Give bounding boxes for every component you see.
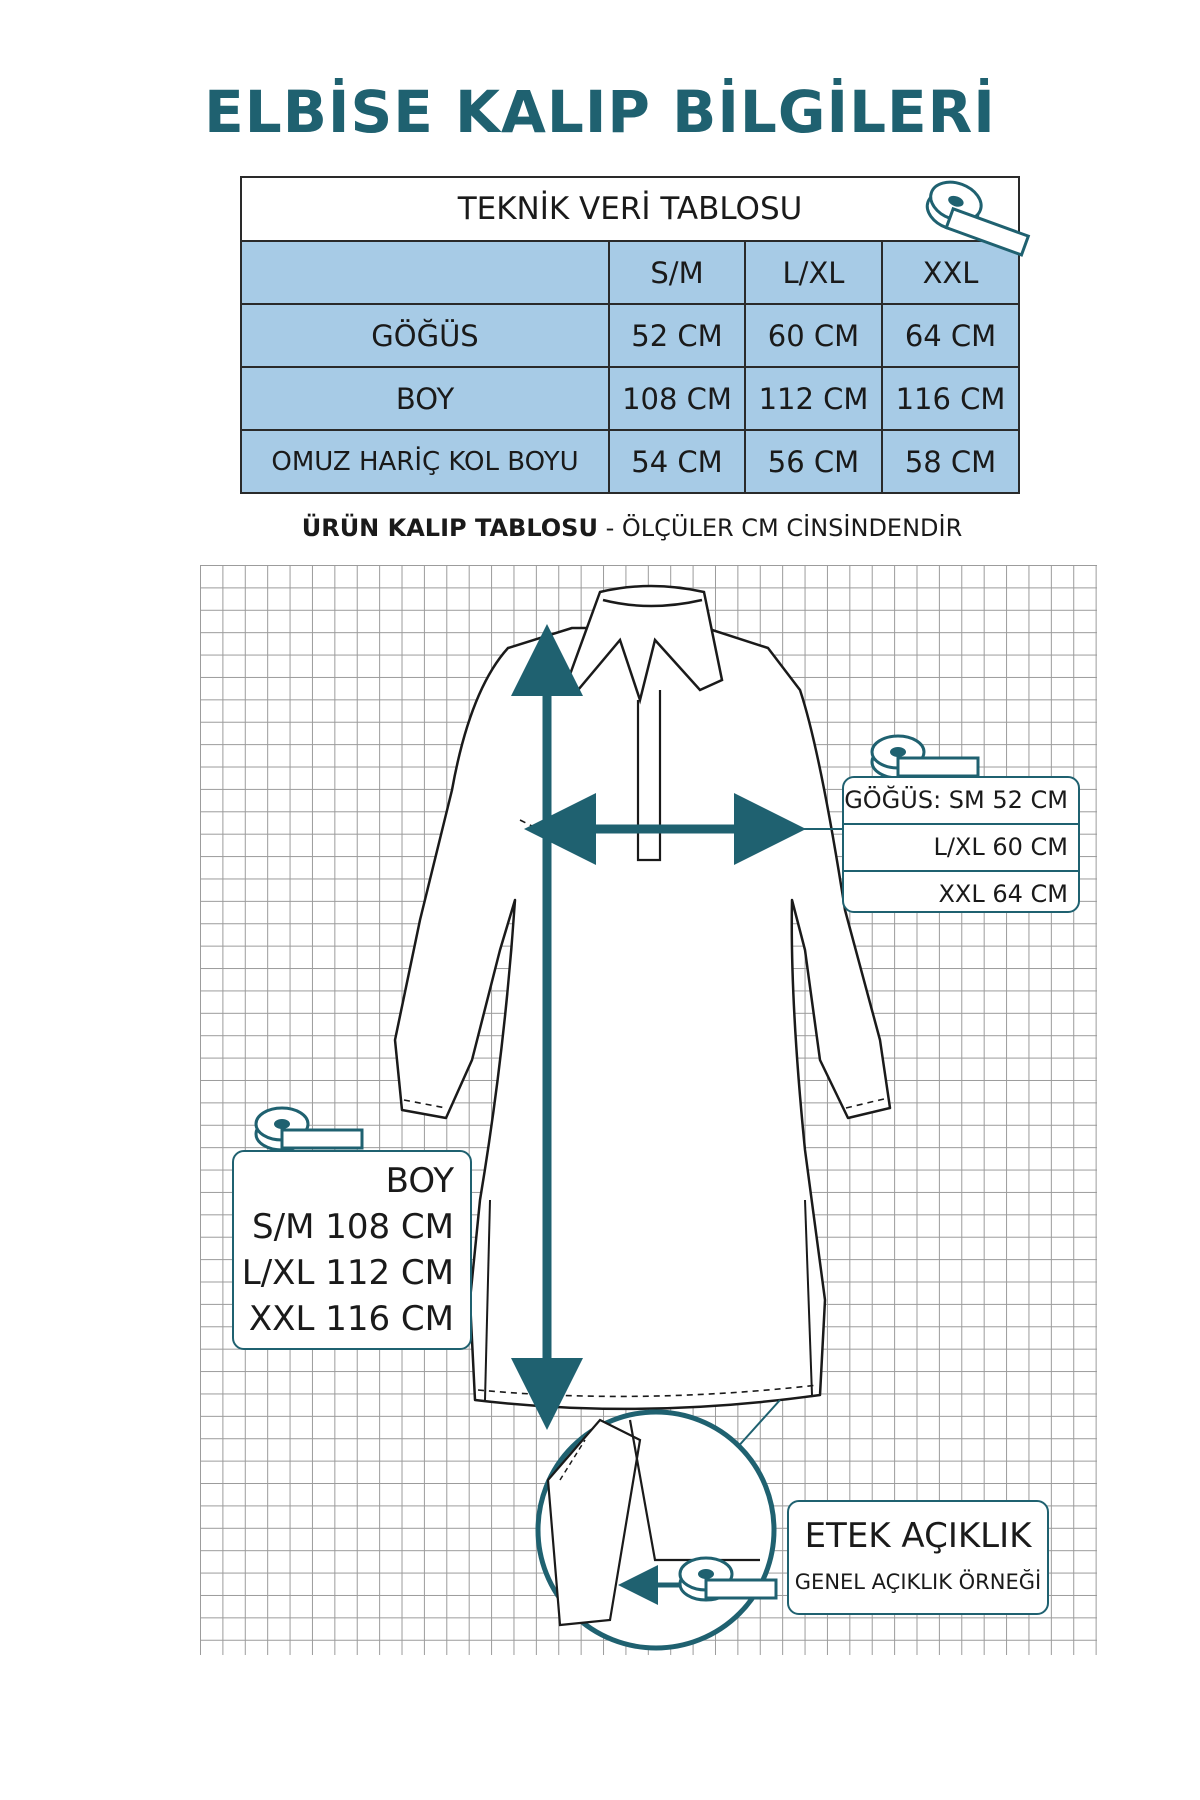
hem-detail: [538, 1400, 780, 1648]
tape-measure-icon: [256, 1108, 362, 1150]
chest-callout: [842, 776, 1080, 913]
hem-callout-title: ETEK AÇIKLIK: [804, 1516, 1032, 1556]
length-callout: [232, 1150, 472, 1350]
row-label: GÖĞÜS: [241, 304, 609, 367]
table-cell: 64 CM: [882, 304, 1019, 367]
table-cell: 112 CM: [745, 367, 882, 430]
length-callout-line: XXL 116 CM: [248, 1299, 454, 1339]
subcaption-bold: ÜRÜN KALIP TABLOSU: [301, 514, 598, 542]
page-title: ELBİSE KALIP BİLGİLERİ: [204, 78, 996, 146]
chest-callout-line: GÖĞÜS: SM 52 CM: [844, 778, 1078, 825]
row-label: BOY: [241, 367, 609, 430]
table-cell: 58 CM: [882, 430, 1019, 493]
hem-callout: [787, 1500, 1049, 1615]
table-cell: 54 CM: [609, 430, 745, 493]
subcaption-rest: - ÖLÇÜLER CM CİNSİNDENDİR: [597, 514, 963, 542]
table-header-lxl: L/XL: [745, 241, 882, 304]
length-callout-line: S/M 108 CM: [252, 1207, 454, 1247]
table-cell: 56 CM: [745, 430, 882, 493]
table-header-xxl: XXL: [882, 241, 1019, 304]
table-caption: TEKNİK VERİ TABLOSU: [241, 177, 1019, 241]
table-cell: 108 CM: [609, 367, 745, 430]
row-label: OMUZ HARİÇ KOL BOYU: [241, 430, 609, 493]
table-cell: 116 CM: [882, 367, 1019, 430]
tape-measure-icon: [922, 175, 1037, 254]
table-cell: 52 CM: [609, 304, 745, 367]
tape-measure-icon: [872, 736, 978, 778]
table-cell: 60 CM: [745, 304, 882, 367]
chest-callout-line: L/XL 60 CM: [844, 825, 1078, 872]
hem-callout-subtitle: GENEL AÇIKLIK ÖRNEĞİ: [794, 1570, 1042, 1594]
length-callout-line: BOY: [385, 1161, 454, 1201]
length-callout-line: L/XL 112 CM: [241, 1253, 454, 1293]
chest-callout-line: XXL 64 CM: [938, 880, 1068, 908]
table-header-sm: S/M: [609, 241, 745, 304]
